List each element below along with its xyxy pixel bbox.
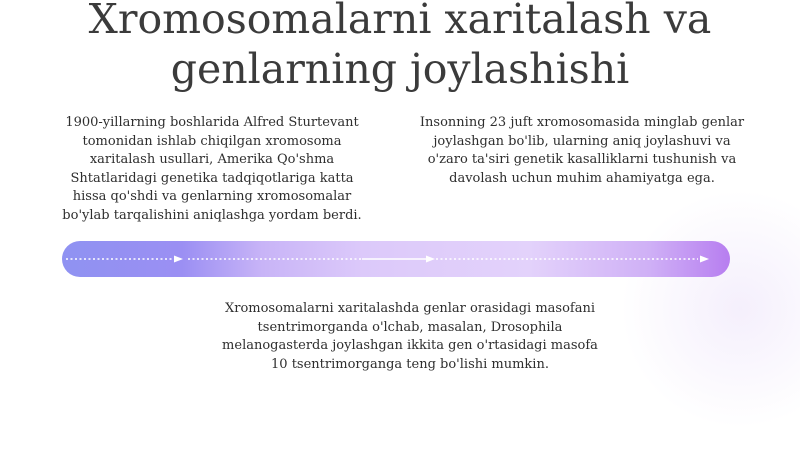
- text-block-right: Insonning 23 juft xromosomasida minglab genlar joylashgan bo'lib, ularning aniq joylashuvi va o'zaro ta'siri genetik kasalliklarni tushunish va davolash uchun muhim ahamiyatga ega.: [419, 115, 745, 186]
- timeline-bar: [62, 241, 730, 277]
- arrow-head-icon: [174, 256, 183, 263]
- text-block-bottom: Xromosomalarni xaritalashda genlar orasidagi masofani tsentrimorganda o'lchab, masalan, Drosophila melanogasterda joylashgan ikkita gen o'rtasidagi masofa 10 tsentrimorganga teng bo'lishi mumkin.: [222, 301, 598, 372]
- arrow-head-icon: [426, 256, 435, 263]
- title-line-1: Xromosomalarni xaritalash va: [88, 0, 712, 43]
- timeline-arrows: [62, 241, 730, 277]
- page-title: [0, 0, 800, 94]
- title-line-2: genlarning joylashishi: [170, 45, 630, 93]
- text-block-left: 1900-yillarning boshlarida Alfred Sturtevant tomonidan ishlab chiqilgan xromosoma xaritalash usullari, Amerika Qo'shma Shtatlaridagi genetika tadqiqotlariga katta hissa qo'shdi va genlarning xromosomalar bo'ylab tarqalishini aniqlashga yordam berdi.: [62, 115, 362, 223]
- arrow-head-icon: [700, 256, 709, 263]
- background-glow: [620, 189, 800, 429]
